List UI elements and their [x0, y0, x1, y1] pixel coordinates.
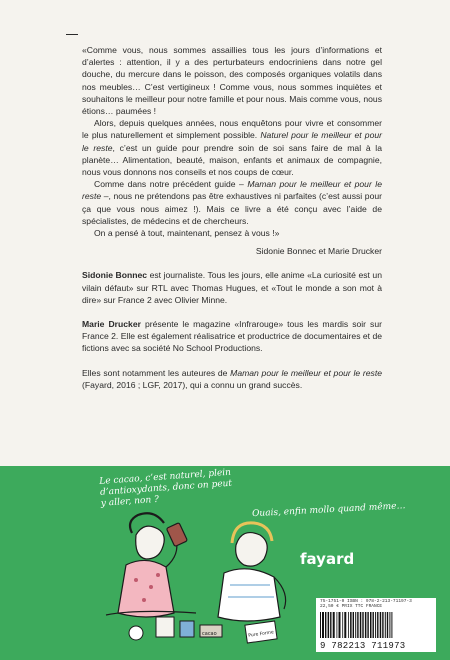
bio-both-title: Maman pour le meilleur et pour le reste [230, 367, 382, 378]
barcode-bar [330, 612, 331, 638]
book-title: Naturel pour le meilleur et pour le reste [82, 130, 383, 153]
opening-dash [66, 34, 78, 35]
barcode-bar [348, 612, 349, 638]
bio-both-b: (Fayard, 2016 ; LGF, 2017), qui a connu un grand succès. [82, 379, 303, 390]
woman-left-figure [106, 513, 196, 617]
speech-bubble-left: Le cacao, c’est naturel, plein d’antioxydants, donc on peut y aller, non ? [99, 467, 233, 509]
barcode-bar [339, 612, 341, 638]
previous-title: Maman pour le meilleur et pour le reste [82, 179, 382, 202]
barcode-bar [382, 612, 383, 638]
barcode-bar [365, 612, 367, 638]
book-label: Pure Forme [248, 630, 275, 639]
barcode-number: 9 782213 711973 [320, 641, 406, 651]
barcode-bar [355, 612, 356, 638]
barcode-bar [337, 612, 338, 638]
barcode-bar [325, 612, 326, 638]
closing-text: On a pensé à tout, maintenant, pensez à vous !» [94, 228, 280, 239]
bio-marie-text: présente le magazine «Infrarouge» tous les mardis soir sur France 2. Elle est également réalisatrice et productrice de documentaires et de fictions avec sa société No School Productions. [82, 319, 382, 354]
illustration-two-women [96, 505, 316, 655]
signature: Sidonie Bonnec et Marie Drucker [255, 246, 382, 257]
barcode-bar [387, 612, 388, 638]
previous-text-a: Comme dans notre précédent guide – [94, 179, 248, 190]
barcode-area [316, 598, 436, 652]
isbn-line: 75-1751-0 ISBN : 978-2-213-71197-3 [320, 599, 412, 604]
isbn-meta [320, 599, 412, 609]
bio-sidonie-text: est journaliste. Tous les jours, elle anime «La curiosité est un vilain défaut» sur RTL avec Thomas Hugues, et «Tout le monde a son mot à dire» sur France 2 avec Olivier Minne. [82, 270, 382, 305]
price-line: 22,50 € PRIX TTC FRANCE [320, 604, 383, 609]
barcode-bar [391, 612, 392, 638]
author-name-marie: Marie Drucker [82, 319, 141, 330]
bio-marie [82, 318, 382, 355]
barcode-bar [385, 612, 386, 638]
barcode-bar [389, 612, 390, 638]
bio-both-a: Elles sont notamment les auteures de [82, 367, 231, 378]
barcode-bar [373, 612, 374, 638]
bag-label: cacao [202, 631, 217, 637]
bio-both [82, 367, 382, 391]
bio-sidonie [82, 269, 382, 306]
barcode-bar [353, 612, 354, 638]
barcode-bar [342, 612, 343, 638]
previous-text-b: –, nous ne prétendons pas être exhaustives ni parfaites (c’est aussi pour ça que vous nous aimez !). Mais ce livre a été conçu avec l’aide de spécialistes, de médecins et de chercheurs. [82, 191, 382, 226]
barcode-bar [380, 612, 382, 638]
guide-text-a: Alors, depuis quelques années, nous enquêtons pour vivre et consommer le plus naturellement et simplement possible. [82, 118, 382, 141]
barcode-bar [377, 612, 378, 638]
barcode-bars [320, 612, 432, 638]
barcode-bar [344, 612, 346, 638]
barcode-bar [323, 612, 324, 638]
guide-text-b: , c’est un guide pour prendre soin de soi sans faire de mal à la planète… Alimentation, beauté, maison, enfants et animaux de compagnie, nous vous donnons nos conseils et nos coups de cœur. [82, 142, 382, 178]
barcode-bar [333, 612, 335, 638]
barcode-bar [322, 612, 323, 638]
barcode-bar [320, 612, 321, 638]
author-name-sidonie: Sidonie Bonnec [82, 270, 148, 281]
intro-text: «Comme vous, nous sommes assaillies tous les jours d’informations et d’alertes : attention, il y a des perturbateurs endocriniens dans notre gel douche, du mercure dans le poisson, des composés organiques volatils dans nos meubles… C’est vertigineux ! Comme vous, nous sommes inquiètes et souhaitons le meilleur pour notre famille et pour nous. Mais comme vous, nous étions… paumées ! [82, 45, 382, 117]
paragraph-guide [82, 117, 382, 178]
barcode-bar [362, 612, 363, 638]
barcode-bar [357, 612, 358, 638]
paragraph-closing [82, 227, 382, 239]
barcode-bar [375, 612, 376, 638]
woman-right-figure [218, 523, 286, 621]
barcode-bar [367, 612, 368, 638]
barcode-bar [360, 612, 362, 638]
paragraph-previous [82, 178, 382, 227]
paragraph-intro [82, 44, 382, 117]
speech-bubble-right: Ouais, enfin mollo quand même… [251, 501, 406, 520]
barcode-bar [328, 612, 330, 638]
blurb-text [82, 44, 382, 391]
fayard-logo: fayard [300, 550, 355, 568]
barcode-bar [350, 612, 352, 638]
barcode-bar [370, 612, 372, 638]
